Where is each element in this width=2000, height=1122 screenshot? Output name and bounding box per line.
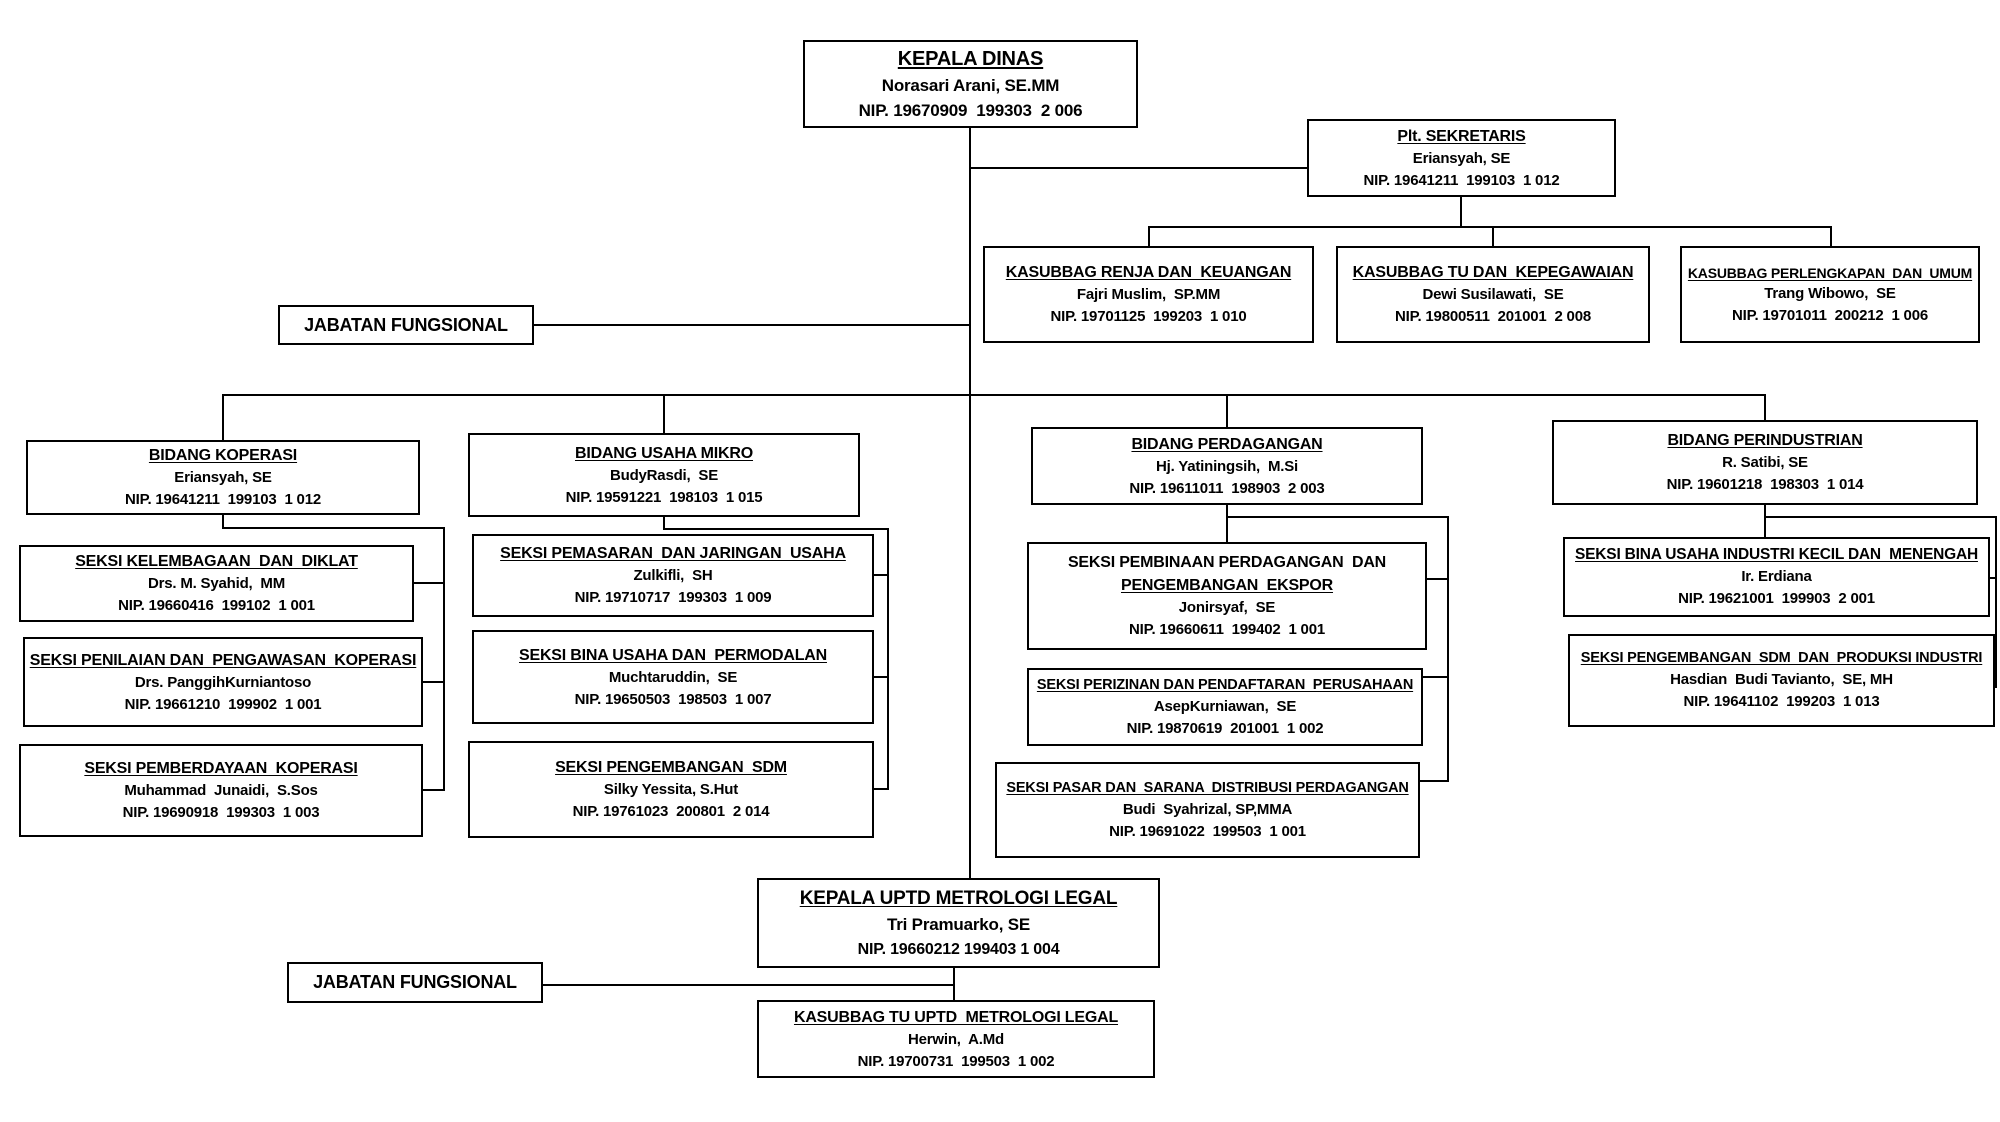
kasubbag-tu-uptd-metrologi-nip: NIP. 19700731 199503 1 002 <box>857 1052 1055 1070</box>
connector-line-21 <box>887 528 889 790</box>
seksi-penilaian-pengawasan-koperasi-nip: NIP. 19661210 199902 1 001 <box>124 695 322 713</box>
kepala-dinas-nip: NIP. 19670909 199303 2 006 <box>858 100 1083 120</box>
seksi-penilaian-pengawasan-koperasi-name: Drs. PanggihKurniantoso <box>134 673 312 691</box>
seksi-bina-usaha-permodalan-title-line-1: SEKSI BINA USAHA DAN PERMODALAN <box>519 646 827 664</box>
seksi-kelembagaan-diklat-name: Drs. M. Syahid, MM <box>147 575 286 593</box>
connector-line-32 <box>1764 516 1997 518</box>
seksi-pengembangan-sdm-produksi-name: Hasdian Budi Tavianto, SE, MH <box>1670 671 1893 689</box>
connector-line-0 <box>969 128 971 878</box>
seksi-bina-usaha-permodalan-box <box>472 630 874 724</box>
bidang-usaha-mikro-box <box>468 433 860 517</box>
connector-line-3 <box>1148 226 1832 228</box>
kasubbag-tu-kepegawaian-name: Dewi Susilawati, SE <box>1422 286 1564 304</box>
kepala-dinas-title-line-1: KEPALA DINAS <box>897 47 1044 70</box>
kasubbag-tu-uptd-metrologi-box <box>757 1000 1155 1078</box>
bidang-usaha-mikro-name: BudyRasdi, SE <box>609 466 719 484</box>
connector-line-2 <box>1460 197 1462 228</box>
seksi-kelembagaan-diklat-title-line-1: SEKSI KELEMBAGAAN DAN DIKLAT <box>75 553 358 571</box>
seksi-bina-usaha-industri-title-line-1: SEKSI BINA USAHA INDUSTRI KECIL DAN MENENGAH <box>1575 546 1978 564</box>
connector-line-33 <box>1995 516 1997 688</box>
connector-line-6 <box>1830 226 1832 246</box>
connector-line-26 <box>1226 516 1448 518</box>
plt-sekretaris-name: Eriansyah, SE <box>1412 149 1511 167</box>
bidang-perdagangan-title-line-1: BIDANG PERDAGANGAN <box>1131 435 1323 453</box>
kasubbag-renja-keuangan-title-line-1: KASUBBAG RENJA DAN KEUANGAN <box>1005 264 1292 282</box>
seksi-bina-usaha-permodalan-nip: NIP. 19650503 198503 1 007 <box>574 690 772 708</box>
seksi-kelembagaan-diklat-nip: NIP. 19660416 199102 1 001 <box>118 597 315 615</box>
bidang-perindustrian-title-line-1: BIDANG PERINDUSTRIAN <box>1667 432 1863 450</box>
connector-line-22 <box>874 574 888 576</box>
plt-sekretaris-nip: NIP. 19641211 199103 1 012 <box>1363 171 1560 189</box>
seksi-pengembangan-sdm-title-line-1: SEKSI PENGEMBANGAN SDM <box>555 759 787 777</box>
connector-line-24 <box>874 788 888 790</box>
plt-sekretaris-box <box>1307 119 1616 197</box>
connector-line-11 <box>1226 394 1228 428</box>
connector-line-8 <box>222 394 1766 396</box>
seksi-bina-usaha-industri-name: Ir. Erdiana <box>1741 568 1812 586</box>
kasubbag-tu-kepegawaian-box <box>1336 246 1650 343</box>
connector-line-15 <box>443 527 445 791</box>
connector-line-25 <box>1226 505 1228 543</box>
kepala-uptd-metrologi-nip: NIP. 19660212 199403 1 004 <box>857 940 1060 958</box>
jabatan-fungsional-top-box <box>278 305 534 345</box>
seksi-pasar-sarana-distribusi-box <box>995 762 1420 858</box>
seksi-pengembangan-sdm-name: Silky Yessita, S.Hut <box>603 781 739 799</box>
jabatan-fungsional-top-label: JABATAN FUNGSIONAL <box>304 314 508 335</box>
connector-line-28 <box>1427 578 1448 580</box>
kepala-dinas-name: Norasari Arani, SE.MM <box>881 75 1060 95</box>
seksi-bina-usaha-permodalan-name: Muchtaruddin, SE <box>608 668 738 686</box>
seksi-penilaian-pengawasan-koperasi-title-line-1: SEKSI PENILAIAN DAN PENGAWASAN KOPERASI <box>29 651 417 669</box>
kasubbag-perlengkapan-umum-box <box>1680 246 1980 343</box>
connector-line-18 <box>423 789 444 791</box>
kasubbag-tu-uptd-metrologi-name: Herwin, A.Md <box>907 1030 1004 1048</box>
connector-line-29 <box>1423 676 1448 678</box>
seksi-pemasaran-jaringan-usaha-name: Zulkifli, SH <box>633 567 713 585</box>
seksi-perizinan-pendaftaran-box <box>1027 668 1423 746</box>
bidang-koperasi-box <box>26 440 420 515</box>
seksi-pemasaran-jaringan-usaha-box <box>472 534 874 617</box>
seksi-perizinan-pendaftaran-title-line-1: SEKSI PERIZINAN DAN PENDAFTARAN PERUSAHAAN <box>1036 676 1414 693</box>
connector-line-17 <box>423 681 444 683</box>
connector-line-23 <box>874 676 888 678</box>
connector-line-20 <box>663 528 889 530</box>
bidang-perindustrian-box <box>1552 420 1978 505</box>
connector-line-27 <box>1447 516 1449 782</box>
seksi-pemberdayaan-koperasi-box <box>19 744 423 837</box>
seksi-pengembangan-sdm-produksi-box <box>1568 634 1995 727</box>
connector-line-30 <box>1420 780 1448 782</box>
kasubbag-tu-kepegawaian-title-line-1: KASUBBAG TU DAN KEPEGAWAIAN <box>1352 264 1634 282</box>
connector-line-12 <box>1764 394 1766 421</box>
kepala-uptd-metrologi-title-line-1: KEPALA UPTD METROLOGI LEGAL <box>799 888 1118 910</box>
seksi-bina-usaha-industri-box <box>1563 537 1990 617</box>
bidang-koperasi-title-line-1: BIDANG KOPERASI <box>148 447 298 465</box>
seksi-pemberdayaan-koperasi-title-line-1: SEKSI PEMBERDAYAAN KOPERASI <box>84 760 358 778</box>
connector-line-7 <box>534 324 970 326</box>
connector-line-16 <box>414 582 444 584</box>
seksi-pembinaan-perdagangan-ekspor-name: Jonirsyaf, SE <box>1178 599 1276 617</box>
bidang-perdagangan-box <box>1031 427 1423 505</box>
connector-line-31 <box>1764 505 1766 538</box>
seksi-pembinaan-perdagangan-ekspor-title-line-2: PENGEMBANGAN EKSPOR <box>1120 577 1334 595</box>
seksi-perizinan-pendaftaran-nip: NIP. 19870619 201001 1 002 <box>1126 719 1324 737</box>
seksi-pengembangan-sdm-nip: NIP. 19761023 200801 2 014 <box>572 803 770 821</box>
seksi-pembinaan-perdagangan-ekspor-box <box>1027 542 1427 650</box>
seksi-kelembagaan-diklat-box <box>19 545 414 622</box>
connector-line-1 <box>969 167 1309 169</box>
bidang-perindustrian-name: R. Satibi, SE <box>1722 454 1808 472</box>
seksi-pemberdayaan-koperasi-name: Muhammad Junaidi, S.Sos <box>124 782 318 800</box>
connector-line-36 <box>543 984 954 986</box>
kasubbag-tu-uptd-metrologi-title-line-1: KASUBBAG TU UPTD METROLOGI LEGAL <box>793 1008 1119 1026</box>
bidang-usaha-mikro-nip: NIP. 19591221 198103 1 015 <box>565 488 763 506</box>
kasubbag-perlengkapan-umum-name: Trang Wibowo, SE <box>1764 284 1896 302</box>
kasubbag-perlengkapan-umum-nip: NIP. 19701011 200212 1 006 <box>1732 306 1928 324</box>
bidang-perdagangan-name: Hj. Yatiningsih, M.Si <box>1155 457 1298 475</box>
jabatan-fungsional-bottom-label: JABATAN FUNGSIONAL <box>313 972 517 993</box>
seksi-bina-usaha-industri-nip: NIP. 19621001 199903 2 001 <box>1678 590 1875 608</box>
bidang-perdagangan-nip: NIP. 19611011 198903 2 003 <box>1129 479 1325 497</box>
bidang-perindustrian-nip: NIP. 19601218 198303 1 014 <box>1666 476 1864 494</box>
seksi-pengembangan-sdm-produksi-title-line-1: SEKSI PENGEMBANGAN SDM DAN PRODUKSI INDUSTRI <box>1580 650 1983 667</box>
kasubbag-renja-keuangan-name: Fajri Muslim, SP.MM <box>1076 286 1221 304</box>
seksi-perizinan-pendaftaran-name: AsepKurniawan, SE <box>1153 697 1297 715</box>
seksi-pemberdayaan-koperasi-nip: NIP. 19690918 199303 1 003 <box>122 804 320 822</box>
connector-line-10 <box>663 394 665 434</box>
seksi-pemasaran-jaringan-usaha-nip: NIP. 19710717 199303 1 009 <box>574 589 772 607</box>
jabatan-fungsional-bottom-box <box>287 962 543 1003</box>
seksi-penilaian-pengawasan-koperasi-box <box>23 637 423 727</box>
bidang-koperasi-nip: NIP. 19641211 199103 1 012 <box>125 491 321 509</box>
seksi-pengembangan-sdm-box <box>468 741 874 838</box>
connector-line-14 <box>222 527 445 529</box>
kasubbag-renja-keuangan-box <box>983 246 1314 343</box>
bidang-usaha-mikro-title-line-1: BIDANG USAHA MIKRO <box>574 444 754 462</box>
seksi-pembinaan-perdagangan-ekspor-nip: NIP. 19660611 199402 1 001 <box>1129 621 1325 639</box>
seksi-pasar-sarana-distribusi-title-line-1: SEKSI PASAR DAN SARANA DISTRIBUSI PERDAGANGAN <box>1006 779 1409 796</box>
seksi-pasar-sarana-distribusi-nip: NIP. 19691022 199503 1 001 <box>1109 822 1306 840</box>
kepala-uptd-metrologi-name: Tri Pramuarko, SE <box>886 914 1031 934</box>
kepala-uptd-metrologi-box <box>757 878 1160 968</box>
kasubbag-renja-keuangan-nip: NIP. 19701125 199203 1 010 <box>1050 308 1247 326</box>
kasubbag-perlengkapan-umum-title-line-1: KASUBBAG PERLENGKAPAN DAN UMUM <box>1687 264 1973 281</box>
kasubbag-tu-kepegawaian-nip: NIP. 19800511 201001 2 008 <box>1395 308 1591 326</box>
seksi-pasar-sarana-distribusi-name: Budi Syahrizal, SP,MMA <box>1122 800 1293 818</box>
bidang-koperasi-name: Eriansyah, SE <box>174 469 272 487</box>
connector-line-4 <box>1148 226 1150 246</box>
seksi-pemasaran-jaringan-usaha-title-line-1: SEKSI PEMASARAN DAN JARINGAN USAHA <box>500 545 846 563</box>
kepala-dinas-box <box>803 40 1138 128</box>
connector-line-5 <box>1492 226 1494 246</box>
seksi-pembinaan-perdagangan-ekspor-title-line-1: SEKSI PEMBINAAN PERDAGANGAN DAN <box>1067 554 1387 572</box>
seksi-pengembangan-sdm-produksi-nip: NIP. 19641102 199203 1 013 <box>1683 693 1880 710</box>
connector-line-9 <box>222 394 224 440</box>
plt-sekretaris-title-line-1: Plt. SEKRETARIS <box>1397 127 1526 145</box>
